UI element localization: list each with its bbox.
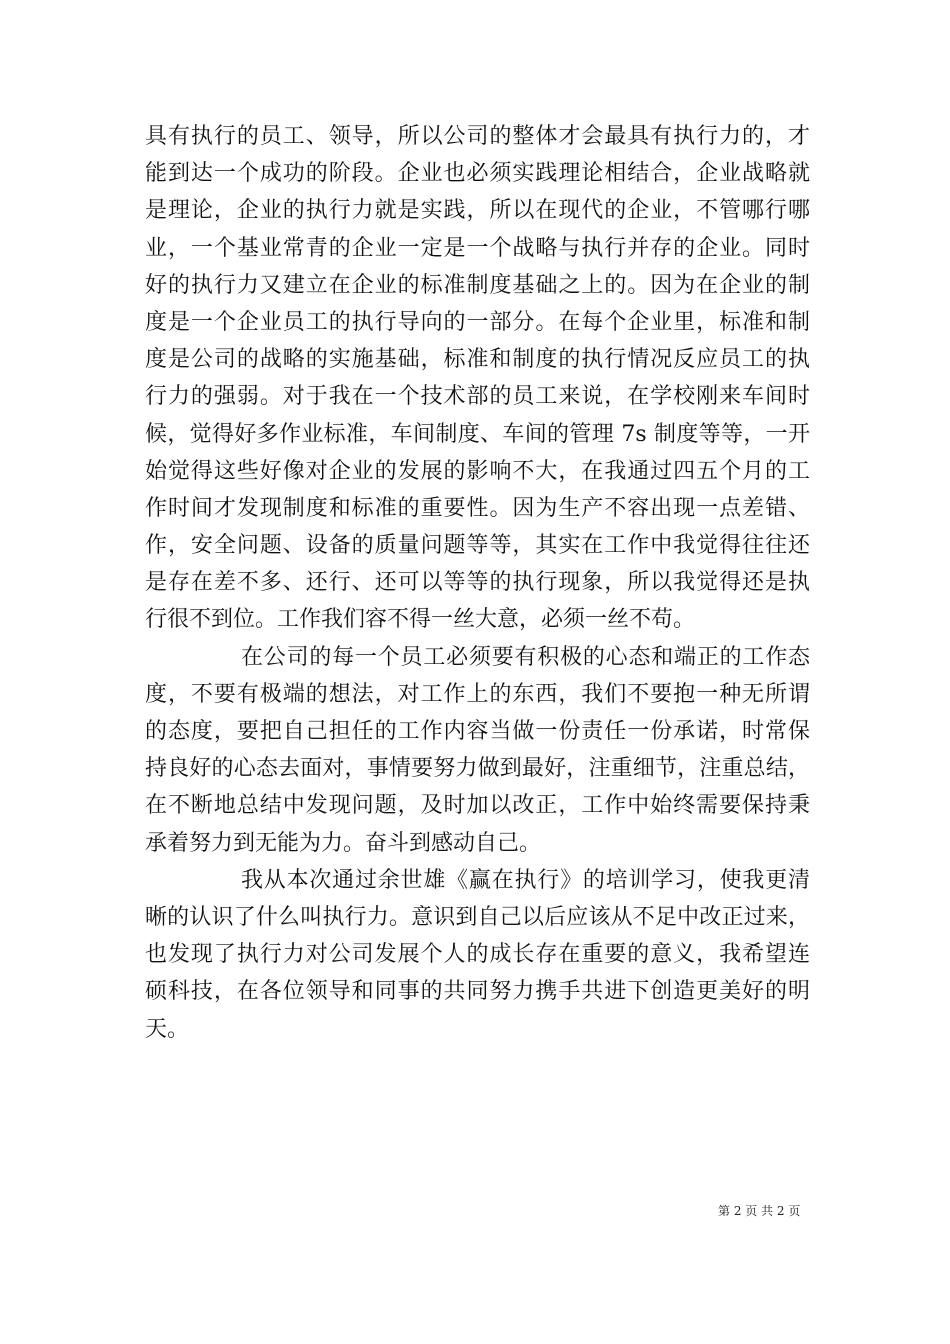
text-line: 持良好的心态去面对，事情要努力做到最好，注重细节，注重总结， [145, 756, 810, 782]
document-body [145, 118, 810, 1048]
paragraph-2 [145, 639, 810, 862]
text-line: 也发现了执行力对公司发展个人的成长存在重要的意义，我希望连 [145, 942, 810, 968]
text-line: 是存在差不多、还行、还可以等等的执行现象，所以我觉得还是执 [145, 570, 810, 596]
text-line: 承着努力到无能为力。奋斗到感动自己。 [145, 830, 542, 856]
paragraph-3 [145, 862, 810, 1048]
text-line: 能到达一个成功的阶段。企业也必须实践理论相结合，企业战略就 [145, 161, 810, 187]
text-line: 业，一个基业常青的企业一定是一个战略与执行并存的企业。同时 [145, 235, 810, 261]
text-line: 作，安全问题、设备的质量问题等等，其实在工作中我觉得往往还 [145, 533, 810, 559]
text-line: 具有执行的员工、领导，所以公司的整体才会最具有执行力的，才 [145, 124, 810, 149]
text-line: 硕科技，在各位领导和同事的共同努力携手共进下创造更美好的明 [145, 979, 810, 1005]
text-line: 度，不要有极端的想法，对工作上的东西，我们不要抱一种无所谓 [145, 681, 810, 707]
text-line: 天。 [145, 1016, 190, 1042]
text-line: 在不断地总结中发现问题，及时加以改正，工作中始终需要保持秉 [145, 793, 810, 819]
text-line: 行很不到位。工作我们容不得一丝大意，必须一丝不苟。 [145, 607, 696, 633]
text-line: 的态度，要把自己担任的工作内容当做一份责任一份承诺，时常保 [145, 719, 810, 744]
text-line: 我从本次通过余世雄《赢在执行》的培训学习，使我更清 [241, 867, 810, 893]
text-line: 作时间才发现制度和标准的重要性。因为生产不容出现一点差错、 [145, 495, 810, 521]
text-line: 行力的强弱。对于我在一个技术部的员工来说，在学校刚来车间时 [145, 384, 810, 410]
text-line: 候，觉得好多作业标准，车间制度、车间的管理 7s 制度等等，一开 [145, 421, 810, 447]
text-line: 度是公司的战略的实施基础，标准和制度的执行情况反应员工的执 [145, 347, 810, 373]
page-number-footer: 第 2 页 共 2 页 [718, 1204, 801, 1218]
text-line: 好的执行力又建立在企业的标准制度基础之上的。因为在企业的制 [145, 272, 810, 298]
text-line: 度是一个企业员工的执行导向的一部分。在每个企业里，标准和制 [145, 309, 810, 335]
text-line: 在公司的每一个员工必须要有积极的心态和端正的工作态 [241, 644, 810, 670]
text-line: 是理论，企业的执行力就是实践，所以在现代的企业，不管哪行哪 [145, 198, 810, 224]
text-line: 晰的认识了什么叫执行力。意识到自己以后应该从不足中改正过来， [145, 904, 810, 930]
paragraph-1 [145, 118, 810, 639]
text-line: 始觉得这些好像对企业的发展的影响不大，在我通过四五个月的工 [145, 458, 810, 484]
